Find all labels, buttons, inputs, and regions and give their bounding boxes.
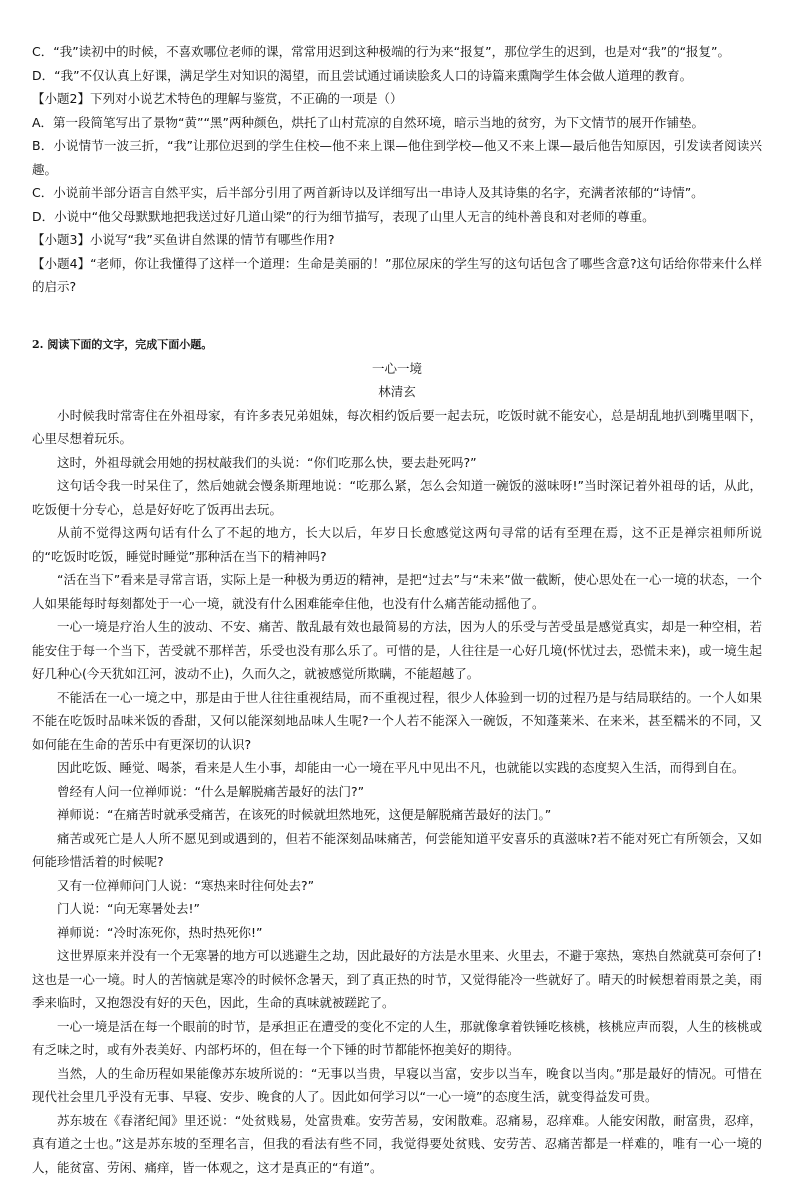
paragraph: 因此吃饭、睡觉、喝茶，看来是人生小事，却能由一心一境在平凡中见出不凡，也就能以实践的态度契入生活，而得到自在。: [32, 756, 762, 780]
sub-question: 【小题2】下列对小说艺术特色的理解与鉴赏，不正确的一项是（）: [32, 87, 762, 111]
paragraph: 苏东坡在《春渚纪闻》里还说：“处贫贱易，处富贵难。安劳苦易，安闲散难。忍痛易，忍痒难。人能安闲散，耐富贵，忍痒，真有道之士也。”这是苏东坡的至理名言，但我的看法有些不同，我觉得要处贫贱、安劳苦、忍痛苦都是一样难的，唯有一心一境的人，能贫富、劳闲、痛痒，皆一体观之，这才是真正的“有道”。: [32, 1109, 762, 1179]
part1-options: [32, 40, 762, 299]
paragraph: 这世界原来并没有一个无寒暑的地方可以逃避生之劫，因此最好的方法是水里来、火里去，不避于寒热，寒热自然就莫可奈何了!这也是一心一境。时人的苦恼就是寒冷的时候怀念暑天，到了真正热的时节，又觉得能冷一些就好了。晴天的时候想着雨景之美，雨季来临时，又抱怨没有好的天色，因此，生命的真味就被蹉跎了。: [32, 944, 762, 1015]
option-line: D．小说中“他父母默默地把我送过好几道山梁”的行为细节描写，表现了山里人无言的纯朴善良和对老师的尊重。: [32, 205, 762, 229]
essay-body: [32, 404, 762, 1179]
option-line: C．“我”读初中的时候，不喜欢哪位老师的课，常常用迟到这种极端的行为来“报复”，那位学生的迟到，也是对“我”的“报复”。: [32, 40, 762, 64]
essay-author: 林清玄: [32, 380, 762, 404]
paragraph: 禅师说：“冷时冻死你，热时热死你!”: [32, 921, 762, 945]
question-title: 2. 阅读下面的文字，完成下面小题。: [32, 333, 762, 357]
paragraph: 曾经有人问一位禅师说：“什么是解脱痛苦最好的法门?”: [32, 780, 762, 804]
option-line: A．第一段简笔写出了景物“黄”“黑”两种颜色，烘托了山村荒凉的自然环境，暗示当地的贫穷，为下文情节的展开作铺垫。: [32, 111, 762, 135]
paragraph: 不能活在一心一境之中，那是由于世人往往重视结局，而不重视过程，很少人体验到一切的过程乃是与结局联结的。一个人如果不能在吃饭时品味米饭的香甜，又何以能深刻地品味人生呢?一个人若不能深入一碗饭，不知蓬莱米、在来米，甚至糯米的不同，又如何能在生命的苦乐中有更深切的认识?: [32, 686, 762, 757]
paragraph: 这句话令我一时呆住了，然后她就会慢条斯理地说：“吃那么紧，怎么会知道一碗饭的滋味呀!”当时深记着外祖母的话，从此，吃饭便十分专心，总是好好吃了饭再出去玩。: [32, 474, 762, 521]
sub-question: 【小题3】小说写“我”买鱼讲自然课的情节有哪些作用?: [32, 228, 762, 252]
paragraph: 又有一位禅师问门人说：“寒热来时往何处去?”: [32, 874, 762, 898]
paragraph: 一心一境是疗治人生的波动、不安、痛苦、散乱最有效也最简易的方法，因为人的乐受与苦受虽是感觉真实，却是一种空相，若能安住于每一个当下，苦受就不那样苦，乐受也没有那么乐了。可惜的是，人往往是一心好几境(怀忧过去，恐慌未来)，或一境生起好几种心(今天犹如江河，波动不止)，久而久之，就被感觉所欺瞒，不能超越了。: [32, 615, 762, 686]
paragraph: 痛苦或死亡是人人所不愿见到或遇到的，但若不能深刻品味痛苦，何尝能知道平安喜乐的真滋味?若不能对死亡有所领会，又如何能珍惜活着的时候呢?: [32, 827, 762, 874]
option-line: D．“我”不仅认真上好课，满足学生对知识的渴望，而且尝试通过诵读脍炙人口的诗篇来熏陶学生体会做人道理的教育。: [32, 64, 762, 88]
paragraph: 禅师说：“在痛苦时就承受痛苦，在该死的时候就坦然地死，这便是解脱痛苦最好的法门。”: [32, 803, 762, 827]
option-line: B．小说情节一波三折，“我”让那位迟到的学生住校—他不来上课—他住到学校—他又不来上课—最后他告知原因，引发读者阅读兴趣。: [32, 134, 762, 181]
paragraph: 一心一境是活在每一个眼前的时节，是承担正在遭受的变化不定的人生，那就像拿着铁锤吃核桃，核桃应声而裂，人生的核桃或有乏味之时，或有外表美好、内部朽坏的，但在每一个下锤的时节都能怀抱美好的期待。: [32, 1015, 762, 1062]
essay-title: 一心一境: [32, 357, 762, 381]
paragraph: 这时，外祖母就会用她的拐杖敲我们的头说：“你们吃那么快，要去赴死吗?”: [32, 451, 762, 475]
option-line: C．小说前半部分语言自然平实，后半部分引用了两首新诗以及详细写出一串诗人及其诗集的名字，充满者浓郁的“诗情”。: [32, 181, 762, 205]
paragraph: “活在当下”看来是寻常言语，实际上是一种极为勇迈的精神，是把“过去”与“未来”做一截断，使心思处在一心一境的状态，一个人如果能每时每刻都处于一心一境，就没有什么困难能牵住他，也没有什么痛苦能动摇他了。: [32, 568, 762, 615]
sub-question: 【小题4】“老师，你让我懂得了这样一个道理：生命是美丽的！”那位尿床的学生写的这句话包含了哪些含意?这句话给你带来什么样的启示?: [32, 252, 762, 299]
paragraph: 小时候我时常寄住在外祖母家，有许多表兄弟姐妹，每次相约饭后要一起去玩，吃饭时就不能安心，总是胡乱地扒到嘴里咽下，心里尽想着玩乐。: [32, 404, 762, 451]
paragraph: 从前不觉得这两句话有什么了不起的地方，长大以后，年岁日长愈感觉这两句寻常的话有至理在焉，这不正是禅宗祖师所说的“吃饭时吃饭，睡觉时睡觉”那种活在当下的精神吗?: [32, 521, 762, 568]
paragraph: 当然，人的生命历程如果能像苏东坡所说的：“无事以当贵，早寝以当富，安步以当车，晚食以当肉。”那是最好的情况。可惜在现代社会里几乎没有无事、早寝、安步、晚食的人了。因此如何学习以“一心一境”的态度生活，就变得益发可贵。: [32, 1062, 762, 1109]
paragraph: 门人说：“向无寒暑处去!”: [32, 897, 762, 921]
